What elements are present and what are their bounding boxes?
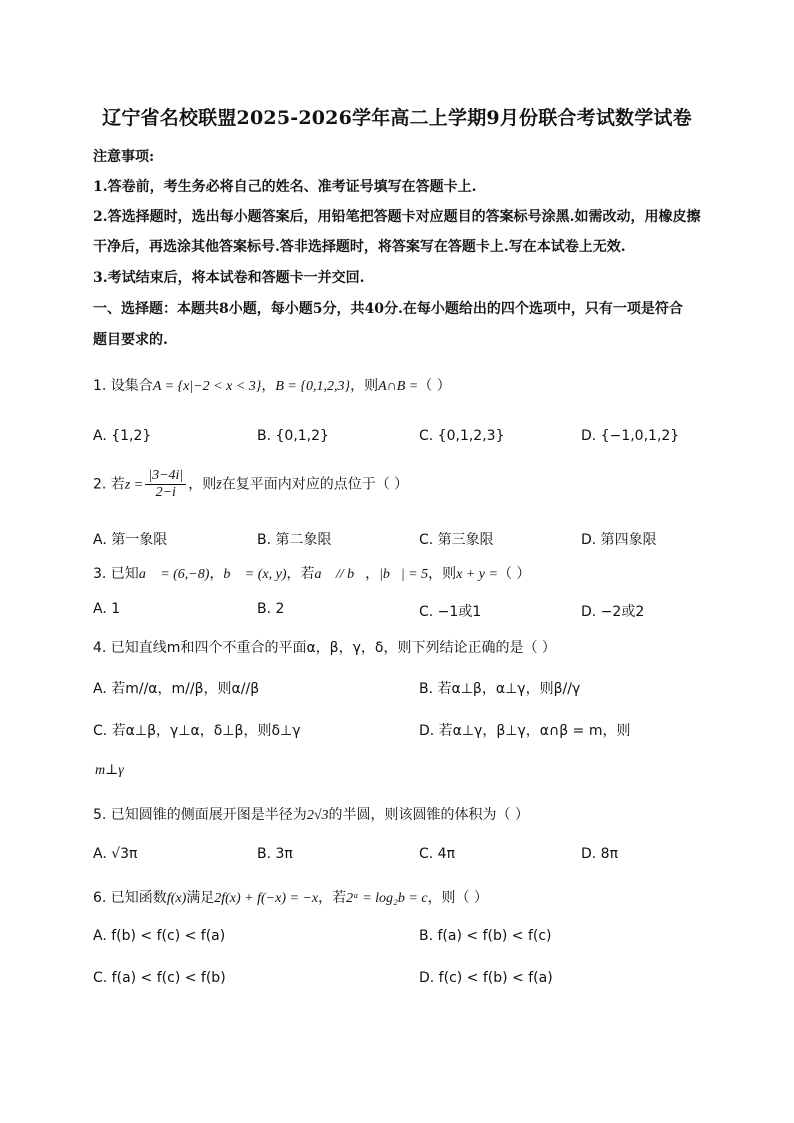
- q6-option-b: B. f(a) < f(b) < f(c): [419, 928, 552, 944]
- question-4-stem: 4. 已知直线m和四个不重合的平面α，β，γ，δ，则下列结论正确的是（ ）: [93, 640, 556, 656]
- q5-option-d: D. 8π: [581, 846, 619, 862]
- note-2-cont: 干净后，再选涂其他答案标号.答非选择题时，将答案写在答题卡上.写在本试卷上无效.: [93, 239, 626, 255]
- q3-option-a: A. 1: [93, 601, 121, 617]
- q2-option-b: B. 第二象限: [257, 532, 332, 548]
- notes-heading: 注意事项:: [93, 149, 155, 165]
- q1-option-c: C. {0,1,2,3}: [419, 428, 505, 444]
- q1-option-a: A. {1,2}: [93, 428, 152, 444]
- question-1-stem: 1. 设集合A = {x|−2 < x < 3}，B = {0,1,2,3}，则A∩B =（ ）: [93, 378, 451, 394]
- q2-option-a: A. 第一象限: [93, 532, 168, 548]
- note-3: 3.考试结束后，将本试卷和答题卡一并交回.: [93, 270, 365, 286]
- q4-option-d: D. 若α⊥γ，β⊥γ，α∩β = m，则: [419, 723, 631, 739]
- q4-option-d-cont: m⊥γ: [95, 763, 124, 778]
- section-heading: 一、选择题：本题共8小题，每小题5分，共40分.在每小题给出的四个选项中，只有一项是符合: [93, 301, 683, 317]
- q6-option-a: A. f(b) < f(c) < f(a): [93, 928, 226, 944]
- q3-option-b: B. 2: [257, 601, 285, 617]
- q1-option-b: B. {0,1,2}: [257, 428, 329, 444]
- q4-option-c: C. 若α⊥β，γ⊥α，δ⊥β，则δ⊥γ: [93, 723, 301, 739]
- set-b-expr: B = {0,1,2,3}: [275, 379, 351, 394]
- q5-option-a: A. √3π: [93, 846, 138, 862]
- question-5-stem: 5. 已知圆锥的侧面展开图是半径为2√3的半圆，则该圆锥的体积为（ ）: [93, 807, 529, 823]
- q3-option-d: D. −2或2: [581, 604, 645, 620]
- q5-option-c: C. 4π: [419, 846, 456, 862]
- q2-option-d: D. 第四象限: [581, 532, 657, 548]
- q5-option-b: B. 3π: [257, 846, 293, 862]
- question-3-stem: 3. 已知a⃗ = (6,−8)，b⃗ = (x, y)，若a⃗ // b⃗，|b⃗| = 5，则x + y =（ ）: [93, 566, 531, 582]
- q4-option-a: A. 若m//α，m//β，则α//β: [93, 681, 260, 697]
- q4-option-b: B. 若α⊥β，α⊥γ，则β//γ: [419, 681, 581, 697]
- q1-option-d: D. {−1,0,1,2}: [581, 428, 680, 444]
- q6-option-c: C. f(a) < f(c) < f(b): [93, 970, 226, 986]
- q3-option-c: C. −1或1: [419, 604, 482, 620]
- set-a-expr: A = {x|−2 < x < 3}: [152, 379, 262, 394]
- q6-option-d: D. f(c) < f(b) < f(a): [419, 970, 553, 986]
- exam-title: 辽宁省名校联盟2025-2026学年高二上学期9月份联合考试数学试卷: [102, 107, 692, 129]
- note-2: 2.答选择题时，选出每小题答案后，用铅笔把答题卡对应题目的答案标号涂黑.如需改动，用橡皮擦: [93, 209, 701, 225]
- q2-option-c: C. 第三象限: [419, 532, 494, 548]
- intersection-expr: A∩B =: [378, 379, 419, 394]
- fraction: $\frac{|3-4i|}{2-i}$: [145, 468, 186, 501]
- question-2-stem: 2. 若z = $\frac{|3-4i|}{2-i}$ ，则z̄在复平面内对应的点位于（ ）: [93, 468, 409, 500]
- radius-value: 2√3: [306, 808, 329, 823]
- note-1: 1.答卷前，考生务必将自己的姓名、准考证号填写在答题卡上.: [93, 179, 477, 195]
- question-6-stem: 6. 已知函数f(x)满足2f(x) + f(−x) = −x，若2ᵃ = log₂b = c，则（ ）: [93, 890, 489, 906]
- z-conjugate: z̄: [216, 477, 222, 493]
- section-heading-cont: 题目要求的.: [93, 332, 168, 348]
